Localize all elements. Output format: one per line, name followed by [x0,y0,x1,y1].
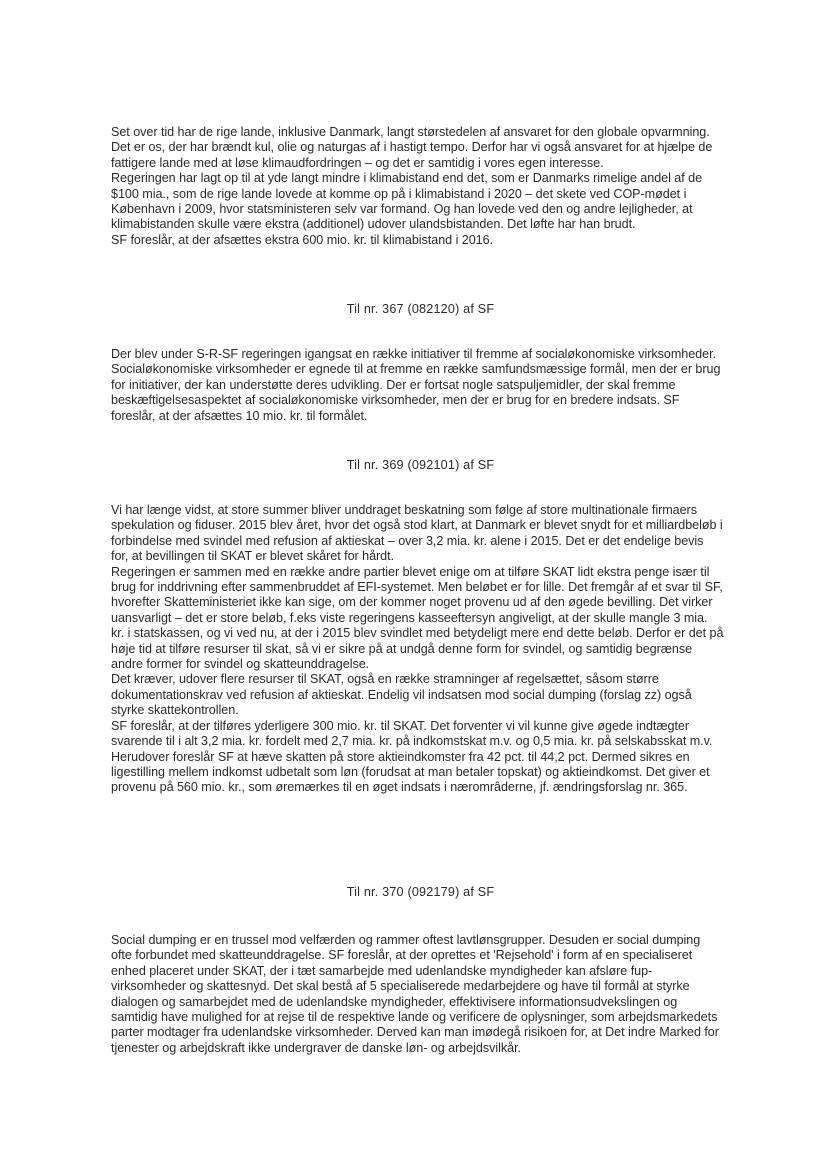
text-line: Herudover foreslår SF at hæve skatten på store aktieindkomster fra 42 pct. til 44,2 pct. Dermed sikres en [111,749,690,764]
section-heading-370: Til nr. 370 (092179) af SF [346,885,495,899]
text-line: virksomheder og skattesnyd. Det skal bestå af 5 specialiserede medarbejdere og have til formål at styrke [111,979,690,994]
text-line: Der blev under S-R-SF regeringen igangsat en række initiativer til fremme af socialøkonomiske virksomheder. [111,347,716,361]
text-line: kr. i statskassen, og vi ved nu, at der i 2015 blev svindlet med betydeligt mere end dette beløb. Derfor er det på [111,626,724,641]
text-line: hvorefter Skatteministeriet ikke kan sige, om der kommer noget provenu ud af den øgede bevilling. Det virker [111,595,713,610]
text-line: provenu på 560 mio. kr., som øremærkes til en øget indsats i næromrâderne, jf. ændringsforslag nr. 365. [111,780,688,795]
text-line: parter modtager fra udenlandske virksomheder. Derved kan man imødegå risikoen for, at Det indre Marked for [111,1025,719,1040]
text-line: Set over tid har de rige lande, inklusive Danmark, langt størstedelen af ansvaret for den globale opvarmning. [111,125,710,139]
text-line: andre former for svindel og skatteunddragelse. [111,657,370,672]
text-line: samtidig have mulighed for at rejse til de respektive lande og verificere de oplysninger, som arbejdsmarkedets [111,1010,718,1025]
text-line: ofte forbundet med skatteunddragelse. SF foreslår, at der oprettes et 'Rejsehold' i form af en specialiseret [111,948,693,963]
text-line: uansvarligt – det er store beløb, f.eks viste regeringens kasseeftersyn angiveligt, at der skulle mangle 3 mia. [111,610,708,625]
text-line: foreslår, at der afsættes 10 mio. kr. til formålet. [111,408,368,423]
text-line: spekulation og fiduser. 2015 blev året, hvor det også stod klart, at Danmark er blevet snydt for et milliardbeløb i [111,518,723,533]
text-line: SF foreslår, at der afsættes ekstra 600 mio. kr. til klimabistand i 2016. [111,232,494,247]
text-line: ligestilling mellem indkomst udbetalt som løn (forudsat at man betaler topskat) og aktieindkomst. Det giver et [111,764,710,779]
text-line: Det er os, der har brændt kul, olie og naturgas af i hastigt tempo. Derfor har vi også ansvaret for at hjælpe de [111,140,713,155]
text-line: for, at bevillingen til SKAT er blevet skåret for hårdt. [111,549,395,564]
text-line: $100 mia., som de rige lande lovede at komme op på i klimabistand i 2020 – det skete ved COP-mødet i [111,186,687,201]
text-line: Regeringen er sammen med en række andre partier blevet enige om at tilføre SKAT lidt ekstra penge især til [111,564,710,579]
text-line: enhed placeret under SKAT, der i tæt samarbejde med udenlandske myndigheder kan afsløre fup- [111,963,653,978]
text-line: København i 2009, hvor statsministeren selv var formand. Og han lovede ved den og andre lejligheder, at [111,202,693,217]
text-line: Socialøkonomiske virksomheder er egnede til at fremme en række samfundsmæssige formål, men der er brug [111,362,721,377]
text-line: tjenester og arbejdskraft ikke undergraver de danske løn- og arbejdsvilkår. [111,1040,521,1055]
section-heading-367: Til nr. 367 (082120) af SF [346,302,495,316]
text-line: Vi har længe vidst, at store summer bliver unddraget beskatning som følge af store multinationale firmaers [111,503,697,517]
text-line: dokumentationskrav ved refusion af aktieskat. Endelig vil indsatsen mod social dumping (forslag zz) også [111,687,692,702]
text-line: styrke skattekontrollen. [111,703,239,718]
text-line: brug for inddrivning efter sammenbruddet af EFI-systemet. Men beløbet er for lille. Det fremgår af et svar til SF, [111,580,723,595]
text-line: Regeringen har lagt op til at yde langt mindre i klimabistand end det, som er Danmarks rimelige andel af de [111,171,703,186]
tax-agency-paragraph [111,503,724,796]
text-line: forbindelse med svindel med refusion af aktieskat – over 3,2 mia. kr. alene i 2015. Det er det endelige bevis [111,533,704,548]
text-line: høje tid at tilføre resurser til skat, så vi er sikre på at undgå denne form for svindel, og samtidig begrænse [111,641,693,656]
text-line: klimabistanden skulle være ekstra (additionel) udover ulandsbistanden. Det løfte har han brudt. [111,217,636,232]
climate-aid-paragraph [111,125,711,248]
text-line: for initiativer, der kan understøtte deres udvikling. Der er fortsat nogle satspuljemidler, der skal fremme [111,377,676,392]
text-line: SF foreslår, at der tilføres yderligere 300 mio. kr. til SKAT. Det forventer vi vil kunne give øgede indtægter [111,718,690,733]
text-line: fattigere lande med at løse klimaudfordringen – og det er samtidig i vores egen interesse. [111,155,604,170]
social-dumping-paragraph [111,933,719,1056]
text-line: beskæftigelsesaspektet af socialøkonomiske virksomheder, men der er brug for en bredere indsats. SF [111,393,680,408]
text-line: Social dumping er en trussel mod velfærden og rammer oftest lavtlønsgrupper. Desuden er social dumping [111,933,701,947]
section-heading-369: Til nr. 369 (092101) af SF [346,458,495,472]
text-line: dialogen og samarbejdet med de udenlandske myndigheder, effektivisere informationsudvekslingen og [111,994,678,1009]
text-line: Det kræver, udover flere resurser til SKAT, også en række stramninger af regelsættet, såsom større [111,672,659,687]
text-line: svarende til i alt 3,2 mia. kr. fordelt med 2,7 mia. kr. på indkomstskat m.v. og 0,5 mia. kr. på selskabsskat m.v. [111,734,713,749]
social-economy-paragraph [111,347,721,424]
